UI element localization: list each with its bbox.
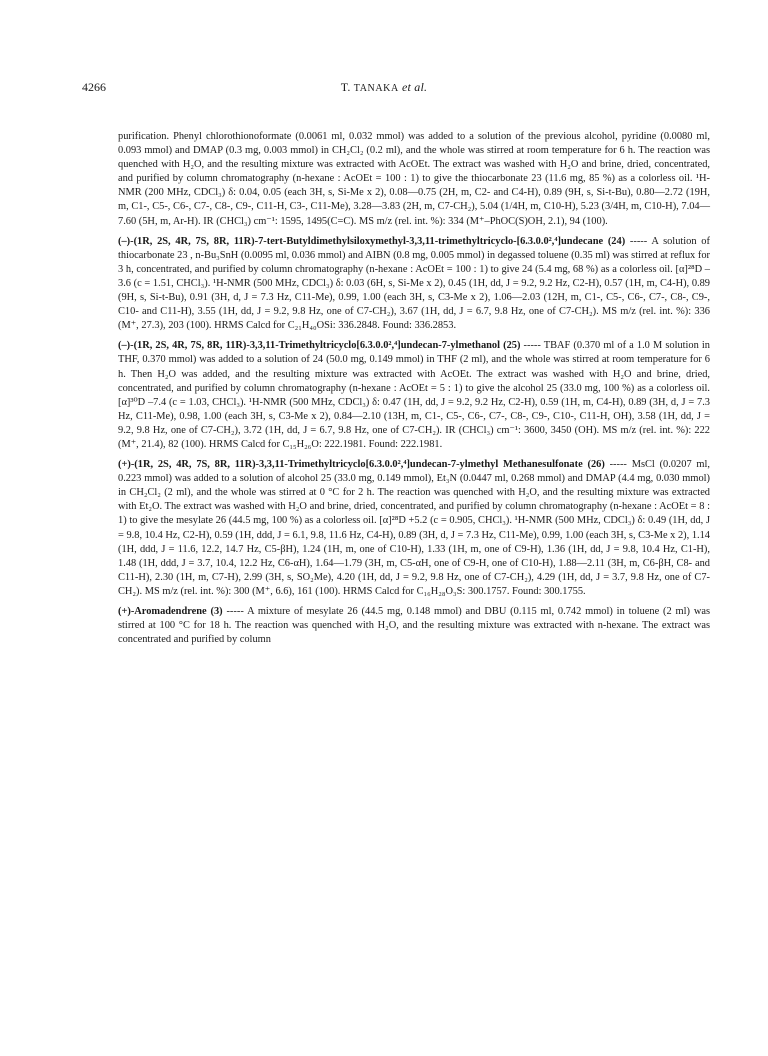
running-head: [0, 80, 768, 95]
separator: -----: [625, 235, 652, 247]
paragraph-text: purification. Phenyl chlorothionoformate (0.0061 ml, 0.032 mmol) was added to a solution of the previous alcohol, pyridine (0.0080 ml, 0.093 mmol) and DMAP (0.3 mg, 0.003 mmol) in CH₂Cl₂ (0.2 ml), and the whole was stirred at room temperature for 6 h. The reaction was quenched with H₂O, and the resulting mixture was extracted with AcOEt. The extract was washed with H₂O and brine, dried, concentrated, and purified by column chromatography (n-hexane : AcOEt = 100 : 1) to give the thiocarbonate 23 (11.6 mg, 85 %) as a colorless oil. ¹H-NMR (200 MHz, CDCl₃) δ: 0.04, 0.05 (each 3H, s, Si-Me x 2), 0.08—0.75 (2H, m, C2- and C4-H), 0.89 (9H, s, Si-t-Bu), 0.80—2.72 (19H, m, C1-, C5-, C6-, C7-, C8-, C9-, C11-H, C3-, C11-Me), 3.28—3.83 (2H, m, C7-CH₂), 5.04 (1/4H, m, C10-H), 5.23 (3/4H, m, C10-H), 7.04—7.60 (5H, m, Ar-H). IR (CHCl₃) cm⁻¹: 1595, 1495(C=C). MS m/z (rel. int. %): 334 (M⁺–PhOC(S)OH, 2.1), 94 (100).: [118, 131, 710, 227]
paragraph-compound-25: [118, 339, 710, 452]
separator: -----: [222, 606, 248, 617]
author-initial: T.: [340, 80, 354, 94]
paragraph-text: A mixture of mesylate 26 (44.5 mg, 0.148 mmol) and DBU (0.115 ml, 0.742 mmol) in toluene (2 ml) was stirred at 100 °C for 18 h. The reaction was quenched with H₂O, and the resulting mixture was extracted with n-hexane. The extract was concentrated and purified by column: [118, 606, 710, 646]
compound-title: (–)-(1R, 2S, 4R, 7S, 8R, 11R)-3,3,11-Trimethyltricyclo[6.3.0.0²,⁴]undecan-7-ylmethanol (25): [118, 340, 521, 352]
article-body: [118, 130, 710, 653]
paragraph-text: MsCl (0.0207 ml, 0.223 mmol) was added to a solution of alcohol 25 (33.0 mg, 0.149 mmol), Et₃N (0.0447 ml, 0.268 mmol) and DMAP (4.4 mg, 0.030 mmol) in CH₂Cl₂ (2 ml), and the whole was stirred at 0 °C for 2 h. The reaction was quenched with H₂O, and the resulting mixture was extracted with Et₂O. The extract was washed with H₂O and brine, dried, concentrated, and purified by column chromatography (n-hexane : AcOEt = 8 : 1) to give the mesylate 26 (44.5 mg, 100 %) as a colorless oil. [α]²⁸D +5.2 (c = 0.905, CHCl₃). ¹H-NMR (500 MHz, CDCl₃) δ: 0.49 (1H, dd, J = 9.8, 10.4 Hz, C2-H), 0.59 (1H, ddd, J = 6.1, 9.8, 11.6 Hz, C4-H), 0.89 (3H, d, J = 7.3 Hz, C11-Me), 0.99, 1.00 (each 3H, s, C3-Me x 2), 1.14 (1H, ddd, J = 11.6, 12.2, 14.7 Hz, C5-βH), 1.24 (1H, m, one of C10-H), 1.33 (1H, m, one of C9-H), 1.36 (1H, dd, J = 9.8, 10.4 Hz, C1-H), 1.48 (1H, ddd, J = 3.7, 10.4, 12.2 Hz, C6-αH), 1.64—1.79 (3H, m, C5-αH, one of C9-H, one of C10-H), 1.88—2.11 (3H, m, C6-βH, C8- and C11-H), 2.30 (1H, m, C7-H), 2.99 (3H, s, SO₂Me), 4.20 (1H, dd, J = 9.2, 9.8 Hz, one of C7-CH₂), 4.29 (1H, dd, J = 3.7, 9.8 Hz, one of C7-CH₂). MS m/z (rel. int. %): 300 (M⁺, 6.6), 161 (100). HRMS Calcd for C₁₆H₂₈O₃S: 300.1757. Found: 300.1755.: [118, 459, 710, 597]
author-suffix: et al.: [398, 80, 428, 94]
compound-title: (–)-(1R, 2S, 4R, 7S, 8R, 11R)-7-tert-Butyldimethylsiloxymethyl-3,3,11-trimethyltricyclo-[6.3.0.0²,⁴]undecane (24): [118, 235, 626, 247]
paragraph-text: A solution of thiocarbonate 23 , n-Bu₃SnH (0.0095 ml, 0.036 mmol) and AIBN (0.8 mg, 0.005 mmol) in degassed toluene (0.35 ml) was stirred at reflux for 3 h, concentrated, and purified by column chromatography (n-hexane : AcOEt = 100 : 1) to give 24 (5.4 mg, 68 %) as a colorless oil. [α]²⁸D –3.6 (c = 1.51, CHCl₃). ¹H-NMR (500 MHz, CDCl₃) δ: 0.03 (6H, s, Si-Me x 2), 0.45 (1H, dd, J = 9.2, 9.2 Hz, C2-H), 0.57 (1H, m, C4-H), 0.89 (9H, s, Si-t-Bu), 0.91 (3H, d, J = 7.3 Hz, C11-Me), 0.99, 1.00 (each 3H, s, C3-Me x 2), 1.06—2.03 (12H, m, C1-, C5-, C6-, C7-, C8-, C9-, C10- and C11-H), 3.55 (1H, dd, J = 9.2, 9.8 Hz, one of C7-CH₂), 3.67 (1H, dd, J = 6.7, 9.8 Hz, one of C7-CH₂). MS m/z (rel. int. %): 336 (M⁺, 27.3), 203 (100). HRMS Calcd for C₂₁H₄₀OSi: 336.2848. Found: 336.2853.: [118, 235, 710, 332]
paragraph-compound-24: [118, 235, 710, 334]
author-name: TANAKA: [353, 83, 399, 94]
separator: -----: [520, 340, 544, 352]
compound-title: (+)-(1R, 2S, 4R, 7S, 8R, 11R)-3,3,11-Trimethyltricyclo[6.3.0.0²,⁴]undecan-7-ylmethyl Methanesulfonate (26): [118, 459, 605, 471]
compound-title: (+)-Aromadendrene (3): [118, 606, 223, 617]
paragraph-text: TBAF (0.370 ml of a 1.0 M solution in THF, 0.370 mmol) was added to a solution of 24 (50.0 mg, 0.149 mmol) in THF (2 ml), and the whole was stirred at room temperature for 6 h. Then H₂O was added, and the resulting mixture was extracted with AcOEt. The extract was washed with H₂O and brine, dried, concentrated, and purified by column chromatography (n-hexane : AcOEt = 5 : 1) to give the alcohol 25 (33.0 mg, 100 %) as a colorless oil. [α]³⁰D –7.4 (c = 1.03, CHCl₃). ¹H-NMR (500 MHz, CDCl₃) δ: 0.47 (1H, dd, J = 9.2, 9.2 Hz, C2-H), 0.59 (1H, m, C4-H), 0.89 (3H, d, J = 7.3 Hz, C11-Me), 0.98, 1.00 (each 3H, s, C3-Me x 2), 0.84—2.10 (13H, m, C1-, C5-, C6-, C7-, C8-, C9-, C10-, C11-H, OH), 3.58 (1H, dd, J = 9.2, 9.8 Hz, one of C7-CH₂), 3.72 (1H, dd, J = 6.7, 9.8 Hz, one of C7-CH₂). IR (CHCl₃) cm⁻¹: 3600, 3450 (OH). MS m/z (rel. int. %): 222 (M⁺, 21.4), 82 (100). HRMS Calcd for C₁₅H₂₆O: 222.1981. Found: 222.1981.: [118, 340, 710, 450]
page-number: 4266: [82, 80, 106, 94]
separator: -----: [604, 459, 632, 471]
paragraph-aromadendrene: [118, 605, 710, 647]
paragraph-purification: [118, 130, 710, 229]
paragraph-compound-26: [118, 458, 710, 599]
